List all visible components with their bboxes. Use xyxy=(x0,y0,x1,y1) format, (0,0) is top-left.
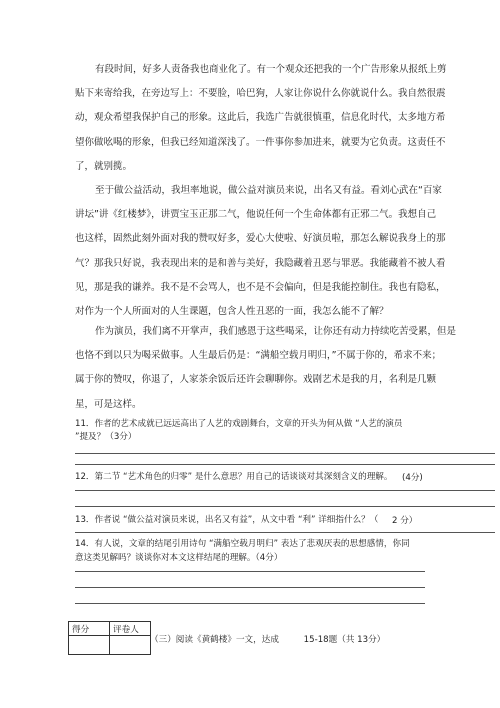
answer-line[interactable] xyxy=(75,603,425,604)
question-12: 12．第二节 “艺术角色的归零” 是什么意思？用自己的话谈谈对其深刻含义的理解。 xyxy=(75,472,393,482)
text-line: 星，可是这样。 xyxy=(75,398,142,410)
text-line: 见，那是我的谦养。我不是不会骂人，也不是不会偏向，但是我能控制住。我也有隐私， xyxy=(75,281,446,293)
grader-cell[interactable] xyxy=(110,636,151,655)
text-line: 贴下来寄给我，在旁边写上：不要脸，哈巴狗，人家让你说什么你就说什么。我自然很震 xyxy=(75,88,446,100)
question-11: 11．作者的艺术成就已远远高出了人艺的戏剧舞台，文章的开头为何从做 “人艺的演员 xyxy=(75,419,403,429)
text-line: 属于你的赞叹，你退了，人家茶余饭后还许会聊聊你。戏剧艺术是我的月，名利是几颗 xyxy=(75,374,437,386)
passage-paragraph-3 xyxy=(75,320,457,417)
answer-line[interactable] xyxy=(75,532,495,533)
question-12-points: (4分) xyxy=(402,473,423,483)
section-range: 15-18题（共 13分） xyxy=(303,635,386,645)
answer-line[interactable] xyxy=(75,453,495,454)
text-line: 了，就别揽。 xyxy=(75,160,133,172)
text-line: 也恪不到以只为喝采做事。人生最后仍是：“满船空载月明归，”不属于你的，希求不来； xyxy=(75,350,442,362)
answer-line[interactable] xyxy=(75,464,495,465)
score-label: 得分 xyxy=(69,622,110,636)
question-14: 14．有人说，文章的结尾引用诗句 “满船空载月明归” 表达了悲观厌表的思想感情，你同 xyxy=(75,539,410,549)
question-13: 13．作者说 “做公益对演员来说，出名又有益”，从文中看 “利” 详细指什么？（ xyxy=(75,515,379,525)
score-table xyxy=(68,621,151,655)
question-11-cont: ”提及？（3分） xyxy=(75,432,137,442)
text-line: 动，观众希望我保护自己的形象。这此后，我选广告就很慎重，信息化时代，太多地方希 xyxy=(75,112,446,124)
text-line: 讲坛”讲《红楼梦》，讲贾宝玉正那二气，他说任何一个生命体都有正邪二气。我想自己 xyxy=(75,209,437,221)
text-line: 对作为一个人所面对的人生课题，包含人性丑恶的一面，我怎么能不了解？ xyxy=(75,305,389,317)
section-title: （三）阅读《黄鹤楼》一文，达成 xyxy=(150,635,279,645)
text-line: 望你做吆喝的形象，但我已经知道深浅了。一件事你参加进来，就要为它负责。这责任不 xyxy=(75,136,446,148)
answer-line[interactable] xyxy=(75,587,425,588)
section-heading xyxy=(150,633,385,645)
text-line: 至于做公益活动，我坦率地说，做公益对演员来说，出名又有益。看刘心武在“百家 xyxy=(95,185,442,196)
text-line: 作为演员，我们离不开掌声，我们感恩于这些喝采，让你还有动力持续吃苦受累，但是 xyxy=(95,326,457,337)
text-line: 也这样，固然此刻外面对我的赞叹好多，爱心大使啦、好演员啦，那怎么解说我身上的那 xyxy=(75,233,446,245)
text-line: 气？那我只好说，我表现出来的是和善与美好，我隐藏着丑恶与罪恶。我能藏着不被人看 xyxy=(75,257,446,269)
grader-label: 评卷人 xyxy=(110,622,151,636)
question-13-points: 2 分） xyxy=(392,516,418,526)
text-line: 有段时间，好多人责备我也商业化了。有一个观众还把我的一个广告形象从报纸上剪 xyxy=(95,64,447,75)
answer-line[interactable] xyxy=(75,506,495,507)
passage-paragraph-1 xyxy=(75,58,447,179)
answer-line[interactable] xyxy=(75,490,495,491)
question-14-cont: 意这类见解吗？谈谈你对本文这样结尾的理解。（4分） xyxy=(75,553,283,563)
answer-line[interactable] xyxy=(75,571,425,572)
passage-paragraph-2 xyxy=(75,179,446,324)
score-cell[interactable] xyxy=(69,636,110,655)
